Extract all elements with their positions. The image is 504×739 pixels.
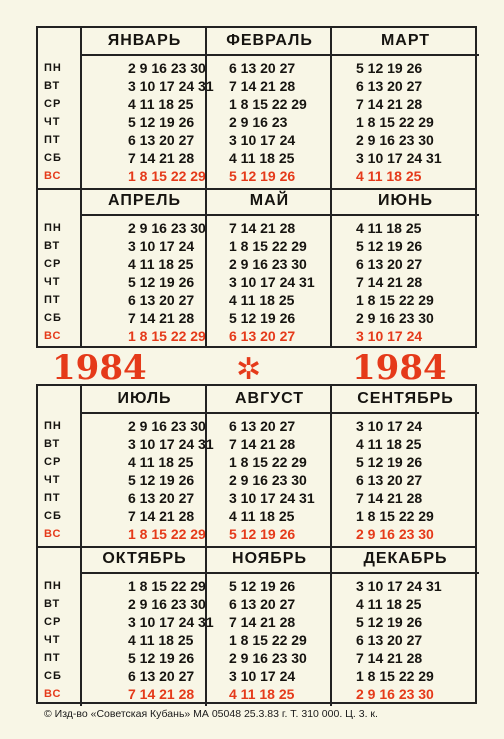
day-row: 1 8 15 22 29 bbox=[128, 328, 206, 344]
day-row: 3 10 17 24 bbox=[356, 328, 423, 344]
day-row: 7 14 21 28 bbox=[356, 96, 423, 112]
weekday-label: ЧТ bbox=[44, 276, 61, 288]
month-title: НОЯБРЬ bbox=[232, 550, 307, 567]
day-row: 3 10 17 24 bbox=[128, 238, 195, 254]
publisher-imprint: © Изд-во «Советская Кубань» МА 05048 25.3.83 г. Т. 310 000. Ц. 3. к. bbox=[44, 708, 378, 720]
day-row: 6 13 20 27 bbox=[356, 78, 423, 94]
weekday-label: ВТ bbox=[44, 598, 61, 610]
star-icon: ✲ bbox=[236, 353, 262, 386]
day-row: 4 11 18 25 bbox=[128, 454, 194, 470]
weekday-label: ВС bbox=[44, 170, 62, 182]
month-title: МАРТ bbox=[380, 32, 431, 49]
day-row: 5 12 19 26 bbox=[128, 472, 195, 488]
day-row: 2 9 16 23 30 bbox=[356, 686, 434, 702]
month-3 bbox=[330, 28, 479, 188]
weekday-label: ПН bbox=[44, 62, 62, 74]
day-row: 2 9 16 23 30 bbox=[128, 596, 206, 612]
day-row: 4 11 18 25 bbox=[356, 596, 422, 612]
day-row: 3 10 17 24 bbox=[356, 418, 423, 434]
day-row: 7 14 21 28 bbox=[356, 650, 423, 666]
day-row: 3 10 17 24 31 bbox=[229, 490, 315, 506]
month-title: ФЕВРАЛЬ bbox=[226, 32, 313, 49]
day-row: 6 13 20 27 bbox=[229, 596, 296, 612]
weekday-label: ВС bbox=[44, 688, 62, 700]
month-title: АВГУСТ bbox=[234, 390, 305, 407]
day-row: 4 11 18 25 bbox=[356, 436, 422, 452]
quarter-4 bbox=[38, 546, 475, 706]
day-row: 3 10 17 24 31 bbox=[128, 614, 214, 630]
quarter-3 bbox=[38, 386, 475, 546]
month-title: ДЕКАБРЬ bbox=[363, 550, 448, 567]
day-row: 5 12 19 26 bbox=[229, 526, 296, 542]
month-4 bbox=[80, 188, 207, 348]
month-title: СЕНТЯБРЬ bbox=[357, 390, 454, 407]
weekday-label: СБ bbox=[44, 670, 62, 682]
month-title: ИЮЛЬ bbox=[117, 390, 172, 407]
day-row: 2 9 16 23 30 bbox=[229, 472, 307, 488]
weekday-label: ВС bbox=[44, 330, 62, 342]
calendar-first-half bbox=[36, 26, 477, 348]
month-6 bbox=[330, 188, 479, 348]
month-title: ИЮНЬ bbox=[377, 192, 434, 209]
day-row: 2 9 16 23 30 bbox=[356, 526, 434, 542]
day-row: 6 13 20 27 bbox=[356, 632, 423, 648]
day-row: 4 11 18 25 bbox=[229, 150, 295, 166]
day-row: 7 14 21 28 bbox=[128, 508, 195, 524]
day-row: 4 11 18 25 bbox=[356, 168, 422, 184]
month-1 bbox=[80, 28, 214, 188]
month-title: ЯНВАРЬ bbox=[107, 32, 182, 49]
quarter-1 bbox=[38, 28, 475, 188]
weekday-label: СБ bbox=[44, 312, 62, 324]
day-row: 4 11 18 25 bbox=[229, 292, 295, 308]
day-row: 7 14 21 28 bbox=[229, 220, 296, 236]
weekday-label: СР bbox=[44, 456, 62, 468]
weekday-column bbox=[38, 188, 82, 348]
month-12 bbox=[330, 546, 479, 706]
weekday-label: СР bbox=[44, 258, 62, 270]
day-row: 1 8 15 22 29 bbox=[229, 238, 307, 254]
month-10 bbox=[80, 546, 214, 706]
day-row: 1 8 15 22 29 bbox=[356, 508, 434, 524]
day-row: 4 11 18 25 bbox=[128, 96, 194, 112]
weekday-column bbox=[38, 546, 82, 706]
day-row: 6 13 20 27 bbox=[229, 60, 296, 76]
day-row: 2 9 16 23 30 bbox=[356, 310, 434, 326]
month-5 bbox=[205, 188, 332, 348]
day-row: 6 13 20 27 bbox=[128, 132, 195, 148]
weekday-label: СБ bbox=[44, 152, 62, 164]
day-row: 5 12 19 26 bbox=[128, 650, 195, 666]
month-9 bbox=[330, 386, 479, 546]
month-title: ОКТЯБРЬ bbox=[102, 550, 187, 567]
day-row: 5 12 19 26 bbox=[356, 60, 423, 76]
weekday-label: ПТ bbox=[44, 652, 61, 664]
calendar-second-half bbox=[36, 384, 477, 704]
day-row: 4 11 18 25 bbox=[128, 256, 194, 272]
day-row: 5 12 19 26 bbox=[229, 310, 296, 326]
day-row: 7 14 21 28 bbox=[356, 274, 423, 290]
day-row: 7 14 21 28 bbox=[128, 686, 195, 702]
weekday-label: ПН bbox=[44, 420, 62, 432]
day-row: 4 11 18 25 bbox=[128, 632, 194, 648]
weekday-label: ЧТ bbox=[44, 116, 61, 128]
weekday-label: ЧТ bbox=[44, 474, 61, 486]
day-row: 5 12 19 26 bbox=[356, 454, 423, 470]
weekday-label: ПТ bbox=[44, 492, 61, 504]
day-row: 2 9 16 23 30 bbox=[128, 60, 206, 76]
weekday-label: ВТ bbox=[44, 80, 61, 92]
weekday-label: ПТ bbox=[44, 134, 61, 146]
month-7 bbox=[80, 386, 214, 546]
day-row: 1 8 15 22 29 bbox=[356, 292, 434, 308]
day-row: 6 13 20 27 bbox=[229, 328, 296, 344]
day-row: 6 13 20 27 bbox=[356, 472, 423, 488]
weekday-label: СБ bbox=[44, 510, 62, 522]
day-row: 7 14 21 28 bbox=[128, 310, 195, 326]
month-2 bbox=[205, 28, 332, 188]
day-row: 1 8 15 22 29 bbox=[356, 668, 434, 684]
day-row: 7 14 21 28 bbox=[356, 490, 423, 506]
weekday-label: ЧТ bbox=[44, 634, 61, 646]
month-title: МАЙ bbox=[249, 192, 290, 209]
weekday-label: СР bbox=[44, 616, 62, 628]
day-row: 6 13 20 27 bbox=[229, 418, 296, 434]
day-row: 1 8 15 22 29 bbox=[128, 578, 206, 594]
day-row: 3 10 17 24 bbox=[229, 132, 296, 148]
day-row: 3 10 17 24 31 bbox=[356, 578, 442, 594]
weekday-label: ВТ bbox=[44, 438, 61, 450]
year-left: 1984 bbox=[52, 348, 147, 388]
day-row: 5 12 19 26 bbox=[229, 168, 296, 184]
quarter-2 bbox=[38, 188, 475, 348]
day-row: 7 14 21 28 bbox=[128, 150, 195, 166]
day-row: 1 8 15 22 29 bbox=[229, 454, 307, 470]
day-row: 3 10 17 24 bbox=[229, 668, 296, 684]
day-row: 6 13 20 27 bbox=[128, 668, 195, 684]
day-row: 5 12 19 26 bbox=[128, 274, 195, 290]
weekday-label: ВС bbox=[44, 528, 62, 540]
day-row: 4 11 18 25 bbox=[356, 220, 422, 236]
weekday-label: ПН bbox=[44, 222, 62, 234]
weekday-column bbox=[38, 386, 82, 546]
weekday-label: ПТ bbox=[44, 294, 61, 306]
day-row: 5 12 19 26 bbox=[229, 578, 296, 594]
day-row: 5 12 19 26 bbox=[128, 114, 195, 130]
day-row: 5 12 19 26 bbox=[356, 238, 423, 254]
month-title: АПРЕЛЬ bbox=[108, 192, 181, 209]
day-row: 1 8 15 22 29 bbox=[128, 526, 206, 542]
day-row: 1 8 15 22 29 bbox=[356, 114, 434, 130]
day-row: 1 8 15 22 29 bbox=[229, 96, 307, 112]
day-row: 6 13 20 27 bbox=[356, 256, 423, 272]
day-row: 6 13 20 27 bbox=[128, 490, 195, 506]
day-row: 3 10 17 24 31 bbox=[229, 274, 315, 290]
day-row: 7 14 21 28 bbox=[229, 78, 296, 94]
day-row: 5 12 19 26 bbox=[356, 614, 423, 630]
day-row: 6 13 20 27 bbox=[128, 292, 195, 308]
day-row: 2 9 16 23 bbox=[229, 114, 288, 130]
day-row: 7 14 21 28 bbox=[229, 436, 296, 452]
day-row: 1 8 15 22 29 bbox=[229, 632, 307, 648]
weekday-label: СР bbox=[44, 98, 62, 110]
day-row: 2 9 16 23 30 bbox=[356, 132, 434, 148]
weekday-label: ПН bbox=[44, 580, 62, 592]
day-row: 3 10 17 24 31 bbox=[356, 150, 442, 166]
day-row: 4 11 18 25 bbox=[229, 508, 295, 524]
month-8 bbox=[205, 386, 332, 546]
month-11 bbox=[205, 546, 332, 706]
weekday-label: ВТ bbox=[44, 240, 61, 252]
weekday-column bbox=[38, 28, 82, 188]
day-row: 2 9 16 23 30 bbox=[229, 256, 307, 272]
year-right: 1984 bbox=[352, 348, 447, 388]
day-row: 7 14 21 28 bbox=[229, 614, 296, 630]
day-row: 3 10 17 24 31 bbox=[128, 78, 214, 94]
day-row: 2 9 16 23 30 bbox=[229, 650, 307, 666]
day-row: 2 9 16 23 30 bbox=[128, 220, 206, 236]
day-row: 2 9 16 23 30 bbox=[128, 418, 206, 434]
day-row: 4 11 18 25 bbox=[229, 686, 295, 702]
day-row: 3 10 17 24 31 bbox=[128, 436, 214, 452]
day-row: 1 8 15 22 29 bbox=[128, 168, 206, 184]
